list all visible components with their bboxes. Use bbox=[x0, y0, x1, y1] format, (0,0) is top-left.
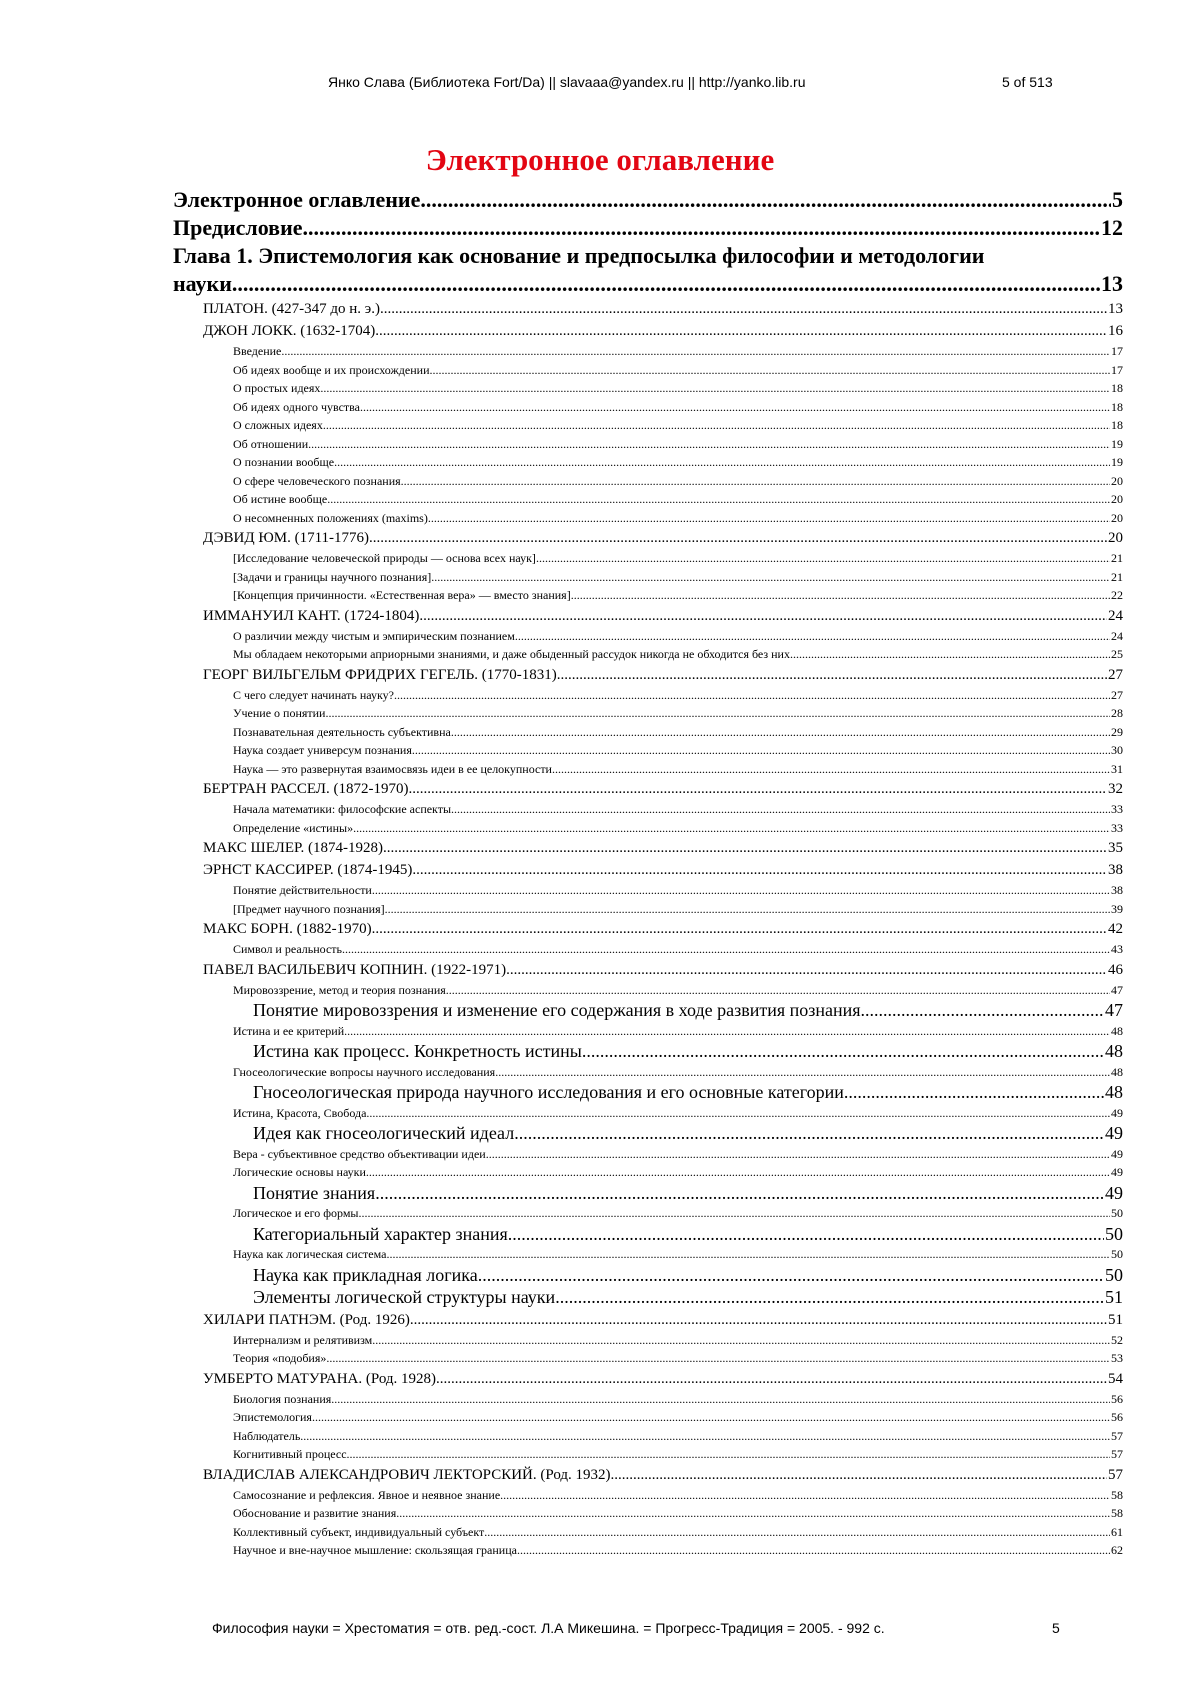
toc-entry-page: 20 bbox=[1111, 510, 1123, 525]
toc-entry-title: Интернализм и релятивизм bbox=[233, 1332, 373, 1347]
toc-dot-leader bbox=[495, 1063, 1110, 1082]
toc-entry-page: 56 bbox=[1111, 1410, 1123, 1424]
toc-entry[interactable] bbox=[173, 837, 1123, 859]
toc-entry-title: О сфере человеческого познания bbox=[233, 473, 401, 488]
toc-entry-title: ДЖОН ЛОКК. (1632-1704) bbox=[203, 323, 376, 339]
toc-entry-title: [Исследование человеческой природы — основа всех наук] bbox=[233, 551, 536, 565]
toc-entry[interactable] bbox=[173, 298, 1123, 320]
toc-entry-title: Категориальный характер знания bbox=[253, 1223, 508, 1244]
toc-dot-leader bbox=[385, 900, 1110, 919]
toc-entry-title: Наука как логическая система bbox=[233, 1247, 387, 1261]
toc-entry[interactable] bbox=[173, 981, 1123, 1000]
toc-entry[interactable] bbox=[173, 320, 1123, 342]
table-of-contents bbox=[173, 186, 1123, 1560]
toc-dot-leader bbox=[281, 342, 1110, 361]
toc-entry[interactable] bbox=[173, 900, 1123, 919]
toc-entry-page: 28 bbox=[1111, 706, 1123, 720]
toc-dot-leader bbox=[555, 1286, 1104, 1309]
toc-entry[interactable] bbox=[173, 509, 1123, 528]
toc-entry-page: 35 bbox=[1108, 840, 1123, 856]
toc-entry[interactable] bbox=[173, 1122, 1123, 1145]
toc-dot-leader bbox=[394, 686, 1110, 705]
toc-entry-title: Научное и вне-научное мышление: скользящая граница bbox=[233, 1543, 517, 1557]
toc-entry[interactable] bbox=[173, 1081, 1123, 1104]
document-title: Электронное оглавление bbox=[425, 142, 775, 177]
toc-entry-page: 27 bbox=[1108, 666, 1123, 683]
toc-entry[interactable] bbox=[173, 704, 1123, 723]
toc-dot-leader bbox=[536, 549, 1110, 568]
toc-dot-leader bbox=[366, 1163, 1110, 1182]
toc-entry-page: 27 bbox=[1111, 687, 1123, 702]
toc-entry-title: О различии между чистым и эмпирическим познанием bbox=[233, 628, 515, 643]
toc-dot-leader bbox=[552, 760, 1110, 779]
toc-entry-title: Истина и ее критерий bbox=[233, 1023, 345, 1038]
toc-entry-title: Об идеях одного чувства bbox=[233, 399, 360, 414]
toc-entry-page: 48 bbox=[1105, 1082, 1123, 1102]
page-header bbox=[0, 74, 1200, 92]
toc-entry[interactable] bbox=[173, 760, 1123, 779]
toc-entry[interactable] bbox=[173, 1223, 1123, 1246]
toc-dot-leader bbox=[428, 509, 1110, 528]
toc-entry-title: Элементы логической структуры науки bbox=[253, 1287, 556, 1307]
toc-entry-title: [Концепция причинности. «Естественная вера» — вместо знания] bbox=[233, 588, 571, 602]
toc-entry[interactable] bbox=[173, 1309, 1123, 1331]
toc-entry-title: Гносеологическая природа научного исследования и его основные категории bbox=[253, 1082, 844, 1102]
toc-entry[interactable] bbox=[173, 1445, 1123, 1464]
toc-dot-leader bbox=[372, 1331, 1110, 1350]
toc-entry[interactable] bbox=[173, 1245, 1123, 1264]
toc-dot-leader bbox=[331, 1390, 1110, 1409]
toc-entry-page: 48 bbox=[1111, 1023, 1123, 1038]
toc-entry-line2 bbox=[173, 270, 1123, 298]
toc-entry-page: 33 bbox=[1111, 802, 1123, 816]
toc-dot-leader bbox=[446, 981, 1110, 1000]
toc-dot-leader bbox=[375, 320, 1107, 342]
toc-entry[interactable] bbox=[173, 490, 1123, 509]
toc-entry-title: науки bbox=[173, 271, 232, 296]
toc-dot-leader bbox=[312, 1408, 1110, 1427]
toc-dot-leader bbox=[358, 1204, 1110, 1223]
toc-entry[interactable] bbox=[173, 1504, 1123, 1523]
toc-dot-leader bbox=[303, 214, 1100, 242]
toc-entry-title-line1: Глава 1. Эпистемология как основание и предпосылка философии и методологии bbox=[173, 243, 985, 268]
toc-entry-page: 31 bbox=[1111, 761, 1123, 776]
toc-entry-page: 46 bbox=[1108, 961, 1123, 978]
toc-entry-page: 61 bbox=[1111, 1524, 1123, 1539]
toc-dot-leader bbox=[508, 1223, 1104, 1246]
toc-entry-title: Предисловие bbox=[173, 215, 303, 240]
toc-entry-title: Наука как прикладная логика bbox=[253, 1264, 478, 1285]
toc-entry[interactable] bbox=[173, 686, 1123, 705]
toc-dot-leader bbox=[344, 1022, 1110, 1041]
toc-entry-title: Понятие действительности bbox=[233, 883, 372, 897]
toc-entry-title: ПАВЕЛ ВАСИЛЬЕВИЧ КОПНИН. (1922-1971) bbox=[203, 961, 507, 978]
toc-entry-page: 54 bbox=[1108, 1370, 1123, 1387]
toc-dot-leader bbox=[369, 527, 1107, 549]
toc-entry-title: ДЭВИД ЮМ. (1711-1776) bbox=[203, 530, 370, 546]
toc-entry-title: Теория «подобия» bbox=[233, 1351, 327, 1365]
toc-entry-title: МАКС БОРН. (1882-1970) bbox=[203, 921, 372, 937]
toc-dot-leader bbox=[419, 605, 1107, 627]
toc-entry-title: Обоснование и развитие знания bbox=[233, 1506, 397, 1520]
toc-entry-title: БЕРТРАН РАССЕЛ. (1872-1970) bbox=[203, 781, 409, 797]
toc-entry-page: 19 bbox=[1111, 455, 1123, 469]
toc-entry-page: 47 bbox=[1111, 982, 1123, 997]
toc-dot-leader bbox=[334, 453, 1110, 472]
toc-dot-leader bbox=[478, 1264, 1104, 1287]
toc-entry[interactable] bbox=[173, 214, 1123, 242]
footer-text: Философия науки = Хрестоматия = отв. ред.-сост. Л.А Микешина. = Прогресс-Традиция = 2005. - 992 с. bbox=[212, 1620, 885, 1636]
toc-dot-leader bbox=[327, 490, 1110, 509]
toc-dot-leader bbox=[844, 1081, 1104, 1104]
toc-entry-page: 48 bbox=[1105, 1041, 1123, 1061]
toc-entry-title: [Предмет научного познания] bbox=[233, 901, 385, 916]
toc-entry-page: 17 bbox=[1111, 344, 1123, 358]
toc-entry[interactable] bbox=[173, 1464, 1123, 1486]
header-page-counter: 5 of 513 bbox=[1002, 74, 1053, 90]
toc-entry-title: Об истине вообще bbox=[233, 492, 328, 506]
toc-entry-title: УМБЕРТО МАТУРАНА. (Род. 1928) bbox=[203, 1370, 437, 1387]
toc-entry[interactable] bbox=[173, 527, 1123, 549]
toc-dot-leader bbox=[515, 627, 1110, 646]
toc-entry[interactable] bbox=[173, 1390, 1123, 1409]
toc-dot-leader bbox=[582, 1040, 1104, 1063]
toc-entry-title: ГЕОРГ ВИЛЬГЕЛЬМ ФРИДРИХ ГЕГЕЛЬ. (1770-1831) bbox=[203, 666, 557, 683]
toc-entry[interactable] bbox=[173, 881, 1123, 900]
toc-entry[interactable] bbox=[173, 1427, 1123, 1446]
toc-entry[interactable] bbox=[173, 1163, 1123, 1182]
toc-entry-title: ЭРНСТ КАССИРЕР. (1874-1945) bbox=[203, 862, 413, 878]
toc-entry-title: Начала математики: философские аспекты bbox=[233, 802, 452, 816]
toc-entry-title: Вера - субъективное средство объективации идеи bbox=[233, 1146, 486, 1161]
toc-entry-title: Наука — это развернутая взаимосвязь идеи в ее целокупности bbox=[233, 761, 552, 776]
toc-dot-leader bbox=[451, 723, 1110, 742]
toc-dot-leader bbox=[375, 1182, 1104, 1205]
toc-entry-title: Гносеологические вопросы научного исследования bbox=[233, 1064, 496, 1079]
toc-entry[interactable] bbox=[173, 242, 1123, 298]
toc-entry[interactable] bbox=[173, 819, 1123, 838]
toc-entry-page: 62 bbox=[1111, 1543, 1123, 1557]
toc-entry-page: 30 bbox=[1111, 743, 1123, 757]
toc-entry[interactable] bbox=[173, 999, 1123, 1022]
toc-dot-leader bbox=[410, 1309, 1107, 1331]
toc-entry[interactable] bbox=[173, 1349, 1123, 1368]
toc-entry-page: 50 bbox=[1105, 1264, 1123, 1285]
toc-entry[interactable] bbox=[173, 1408, 1123, 1427]
toc-entry[interactable] bbox=[173, 1331, 1123, 1350]
toc-entry-page: 12 bbox=[1101, 215, 1123, 240]
toc-entry[interactable] bbox=[173, 453, 1123, 472]
toc-entry-page: 13 bbox=[1108, 301, 1123, 317]
toc-dot-leader bbox=[557, 664, 1107, 686]
toc-entry-title: Символ и реальность bbox=[233, 942, 342, 956]
toc-entry-title: Электронное оглавление bbox=[173, 187, 421, 212]
toc-entry-page: 52 bbox=[1111, 1332, 1123, 1347]
toc-dot-leader bbox=[323, 416, 1110, 435]
toc-dot-leader bbox=[383, 837, 1107, 859]
toc-dot-leader bbox=[326, 1349, 1110, 1368]
toc-entry-page: 39 bbox=[1111, 901, 1123, 916]
toc-entry-page: 51 bbox=[1105, 1287, 1123, 1307]
toc-entry-page: 18 bbox=[1111, 399, 1123, 414]
toc-entry-title: [Задачи и границы научного познания] bbox=[233, 569, 432, 584]
toc-dot-leader bbox=[401, 472, 1110, 491]
toc-dot-leader bbox=[366, 1104, 1110, 1123]
toc-entry-page: 57 bbox=[1111, 1447, 1123, 1461]
toc-entry-page: 50 bbox=[1111, 1247, 1123, 1261]
toc-entry[interactable] bbox=[173, 1264, 1123, 1287]
toc-entry-page: 47 bbox=[1105, 1000, 1123, 1020]
header-text: Янко Слава (Библиотека Fort/Da) || slavaaa@yandex.ru || http://yanko.lib.ru bbox=[328, 74, 806, 90]
toc-entry-page: 17 bbox=[1111, 362, 1123, 377]
toc-dot-leader bbox=[517, 1541, 1110, 1560]
toc-entry-title: Об идеях вообще и их происхождении bbox=[233, 362, 430, 377]
toc-entry[interactable] bbox=[173, 778, 1123, 800]
toc-entry[interactable] bbox=[173, 586, 1123, 605]
toc-dot-leader bbox=[484, 1523, 1110, 1542]
toc-entry[interactable] bbox=[173, 186, 1123, 214]
toc-entry-page: 21 bbox=[1111, 551, 1123, 565]
toc-dot-leader bbox=[430, 361, 1111, 380]
toc-entry-page: 49 bbox=[1111, 1146, 1123, 1161]
toc-entry-title: О сложных идеях bbox=[233, 418, 323, 432]
toc-entry[interactable] bbox=[173, 664, 1123, 686]
toc-dot-leader bbox=[486, 1145, 1110, 1164]
toc-entry-page: 42 bbox=[1108, 921, 1123, 937]
toc-entry-page: 24 bbox=[1108, 607, 1123, 624]
toc-entry-title: ХИЛАРИ ПАТНЭМ. (Род. 1926) bbox=[203, 1311, 410, 1328]
toc-entry-page: 58 bbox=[1111, 1487, 1123, 1502]
toc-entry[interactable] bbox=[173, 800, 1123, 819]
toc-dot-leader bbox=[571, 586, 1110, 605]
toc-entry[interactable] bbox=[173, 1104, 1123, 1123]
toc-entry-page: 49 bbox=[1111, 1165, 1123, 1179]
toc-dot-leader bbox=[386, 1245, 1110, 1264]
toc-entry-page: 20 bbox=[1108, 530, 1123, 546]
toc-entry-title: ВЛАДИСЛАВ АЛЕКСАНДРОВИЧ ЛЕКТОРСКИЙ. (Род. 1932) bbox=[203, 1466, 611, 1483]
toc-entry-page: 38 bbox=[1111, 883, 1123, 897]
toc-entry-page: 38 bbox=[1108, 862, 1123, 878]
toc-dot-leader bbox=[300, 1427, 1110, 1446]
toc-entry[interactable] bbox=[173, 723, 1123, 742]
toc-entry-title: Наблюдатель bbox=[233, 1428, 301, 1443]
toc-entry-title: О познании вообще bbox=[233, 455, 335, 469]
toc-entry-title: Понятие мировоззрения и изменение его содержания в ходе развития познания bbox=[253, 1000, 861, 1020]
toc-entry[interactable] bbox=[173, 940, 1123, 959]
toc-entry-title: Понятие знания bbox=[253, 1182, 376, 1203]
toc-entry[interactable] bbox=[173, 1486, 1123, 1505]
toc-entry-title: Мировоззрение, метод и теория познания bbox=[233, 982, 446, 997]
toc-entry[interactable] bbox=[173, 1022, 1123, 1041]
toc-entry[interactable] bbox=[173, 1204, 1123, 1223]
toc-entry-title: Самосознание и рефлексия. Явное и неявное знание bbox=[233, 1487, 501, 1502]
toc-entry[interactable] bbox=[173, 1040, 1123, 1063]
toc-dot-leader bbox=[431, 568, 1110, 587]
toc-dot-leader bbox=[408, 778, 1107, 800]
toc-entry-page: 56 bbox=[1111, 1391, 1123, 1406]
toc-entry-title: Истина как процесс. Конкретность истины bbox=[253, 1041, 582, 1061]
toc-entry-title: Биология познания bbox=[233, 1391, 332, 1406]
toc-dot-leader bbox=[861, 999, 1104, 1022]
toc-entry[interactable] bbox=[173, 859, 1123, 881]
toc-entry-page: 49 bbox=[1105, 1182, 1123, 1203]
toc-dot-leader bbox=[420, 186, 1111, 214]
toc-entry-title: Логическое и его формы bbox=[233, 1206, 359, 1220]
toc-entry-title: Учение о понятии bbox=[233, 706, 326, 720]
toc-entry-title: Когнитивный процесс bbox=[233, 1447, 347, 1461]
toc-dot-leader bbox=[372, 881, 1110, 900]
toc-dot-leader bbox=[611, 1464, 1107, 1486]
toc-entry-page: 18 bbox=[1111, 381, 1123, 395]
toc-entry-title: ПЛАТОН. (427-347 до н. э.) bbox=[203, 301, 380, 317]
toc-entry[interactable] bbox=[173, 568, 1123, 587]
toc-entry-title: О простых идеях bbox=[233, 381, 321, 395]
toc-dot-leader bbox=[372, 918, 1107, 940]
toc-entry-page: 50 bbox=[1111, 1206, 1123, 1220]
toc-entry-page: 53 bbox=[1111, 1351, 1123, 1365]
toc-entry-page: 51 bbox=[1108, 1311, 1123, 1328]
toc-dot-leader bbox=[412, 859, 1107, 881]
toc-dot-leader bbox=[500, 1486, 1110, 1505]
toc-entry[interactable] bbox=[173, 361, 1123, 380]
toc-entry-page: 48 bbox=[1111, 1064, 1123, 1079]
toc-entry[interactable] bbox=[173, 1286, 1123, 1309]
toc-entry-title: Истина, Красота, Свобода bbox=[233, 1105, 367, 1120]
toc-entry-page: 29 bbox=[1111, 724, 1123, 739]
toc-dot-leader bbox=[506, 959, 1107, 981]
toc-entry-title: Определение «истины» bbox=[233, 820, 354, 835]
toc-entry-title: С чего следует начинать науку? bbox=[233, 687, 394, 702]
toc-entry[interactable] bbox=[173, 1145, 1123, 1164]
toc-entry-page: 19 bbox=[1111, 436, 1123, 451]
toc-entry-title: Познавательная деятельность субъективна bbox=[233, 724, 451, 739]
toc-dot-leader bbox=[514, 1122, 1104, 1145]
toc-entry-page: 5 bbox=[1112, 187, 1123, 212]
toc-dot-leader bbox=[308, 435, 1110, 454]
toc-entry-page: 49 bbox=[1105, 1123, 1123, 1143]
toc-entry-page: 58 bbox=[1111, 1506, 1123, 1520]
toc-entry-page: 13 bbox=[1101, 271, 1123, 296]
toc-entry-title: Мы обладаем некоторыми априорными знаниями, и даже обыденный рассудок никогда не обходится без них bbox=[233, 647, 790, 661]
toc-dot-leader bbox=[360, 398, 1110, 417]
toc-entry-page: 22 bbox=[1111, 588, 1123, 602]
toc-entry-page: 50 bbox=[1105, 1223, 1123, 1244]
toc-entry[interactable] bbox=[173, 1182, 1123, 1205]
toc-entry-page: 57 bbox=[1111, 1428, 1123, 1443]
toc-entry-page: 49 bbox=[1111, 1105, 1123, 1120]
toc-entry[interactable] bbox=[173, 1368, 1123, 1390]
toc-entry[interactable] bbox=[173, 605, 1123, 627]
toc-entry-title: Наука создает универсум познания bbox=[233, 743, 412, 757]
toc-entry[interactable] bbox=[173, 416, 1123, 435]
toc-dot-leader bbox=[451, 800, 1110, 819]
toc-entry-page: 21 bbox=[1111, 569, 1123, 584]
toc-dot-leader bbox=[790, 645, 1110, 664]
toc-entry-page: 20 bbox=[1111, 492, 1123, 506]
toc-entry-page: 25 bbox=[1111, 647, 1123, 661]
toc-entry[interactable] bbox=[173, 379, 1123, 398]
page-footer bbox=[0, 1620, 1200, 1638]
toc-entry-page: 18 bbox=[1111, 418, 1123, 432]
footer-page-number: 5 bbox=[1052, 1620, 1060, 1636]
toc-entry-page: 24 bbox=[1111, 628, 1123, 643]
toc-entry-page: 16 bbox=[1108, 323, 1123, 339]
toc-entry[interactable] bbox=[173, 918, 1123, 940]
toc-dot-leader bbox=[232, 270, 1100, 298]
toc-entry[interactable] bbox=[173, 342, 1123, 361]
toc-entry[interactable] bbox=[173, 1541, 1123, 1560]
toc-entry-title: Коллективный субъект, индивидуальный субъект bbox=[233, 1524, 485, 1539]
toc-dot-leader bbox=[325, 704, 1110, 723]
toc-entry[interactable] bbox=[173, 741, 1123, 760]
toc-dot-leader bbox=[396, 1504, 1110, 1523]
toc-entry-title: Идея как гносеологический идеал bbox=[253, 1123, 515, 1143]
toc-entry-title: ИММАНУИЛ КАНТ. (1724-1804) bbox=[203, 607, 420, 624]
toc-entry-page: 57 bbox=[1108, 1466, 1123, 1483]
toc-entry-title: Эпистемология bbox=[233, 1410, 312, 1424]
toc-entry[interactable] bbox=[173, 435, 1123, 454]
toc-entry[interactable] bbox=[173, 398, 1123, 417]
toc-entry-page: 33 bbox=[1111, 820, 1123, 835]
toc-entry-page: 32 bbox=[1108, 781, 1123, 797]
toc-dot-leader bbox=[380, 298, 1107, 320]
toc-entry-title: Логические основы науки bbox=[233, 1165, 366, 1179]
toc-entry-title: Об отношении bbox=[233, 436, 309, 451]
toc-entry[interactable] bbox=[173, 549, 1123, 568]
toc-entry-page: 20 bbox=[1111, 473, 1123, 488]
toc-entry-page: 43 bbox=[1111, 942, 1123, 956]
toc-dot-leader bbox=[412, 741, 1110, 760]
toc-entry-title: Введение bbox=[233, 344, 282, 358]
toc-dot-leader bbox=[320, 379, 1110, 398]
toc-entry[interactable] bbox=[173, 1523, 1123, 1542]
toc-entry[interactable] bbox=[173, 959, 1123, 981]
toc-entry-title: МАКС ШЕЛЕР. (1874-1928) bbox=[203, 840, 383, 856]
toc-entry[interactable] bbox=[173, 1063, 1123, 1082]
toc-entry-title: О несомненных положениях (maxims) bbox=[233, 510, 428, 525]
toc-dot-leader bbox=[342, 940, 1110, 959]
toc-entry[interactable] bbox=[173, 472, 1123, 491]
toc-entry[interactable] bbox=[173, 645, 1123, 664]
toc-dot-leader bbox=[347, 1445, 1110, 1464]
toc-dot-leader bbox=[436, 1368, 1107, 1390]
toc-dot-leader bbox=[353, 819, 1110, 838]
toc-entry[interactable] bbox=[173, 627, 1123, 646]
